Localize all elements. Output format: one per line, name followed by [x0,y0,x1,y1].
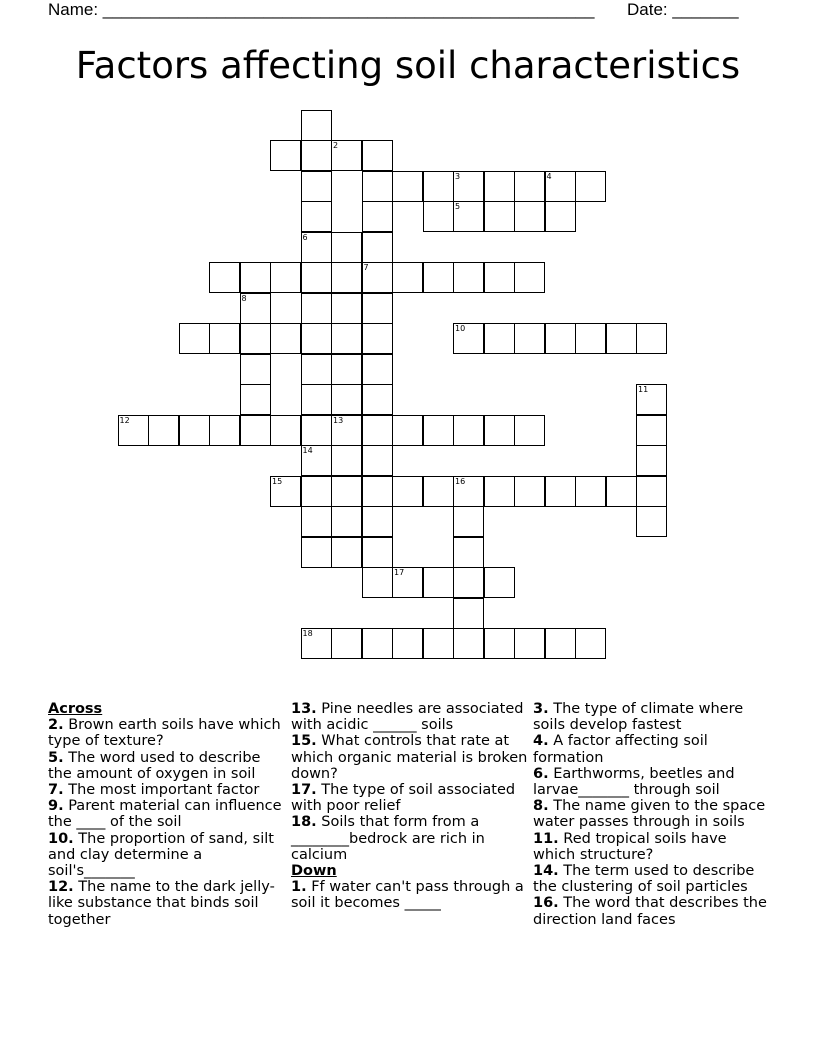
grid-cell[interactable] [331,384,362,415]
grid-cell[interactable] [270,140,301,171]
grid-cell[interactable] [514,262,545,293]
across-clue-list-continued [291,701,529,863]
clue-item [291,701,529,733]
grid-cell[interactable] [362,567,393,598]
grid-cell[interactable] [514,415,545,446]
grid-cell[interactable] [636,323,667,354]
clue-text: The word that describes the direction land faces [533,895,767,928]
grid-cell[interactable] [423,567,454,598]
grid-cell[interactable] [484,323,515,354]
clue-text: The term used to describe the clustering of soil particles [533,863,755,896]
clue-text: Parent material can influence the ____ of the soil [48,798,282,831]
clue-item [48,750,286,782]
grid-cell[interactable] [301,262,332,293]
grid-cell[interactable] [301,537,332,568]
grid-cell[interactable] [423,415,454,446]
clue-item [533,895,771,927]
clue-item [533,831,771,863]
grid-cell[interactable] [453,598,484,629]
grid-cell[interactable] [331,415,362,446]
grid-cell[interactable] [636,476,667,507]
grid-cell[interactable] [209,262,240,293]
down-heading: Down [291,863,337,880]
clue-text: The word used to describe the amount of oxygen in soil [48,749,261,782]
grid-cell[interactable] [331,293,362,324]
clue-number: 3 [455,171,461,181]
clue-number-label: 4. [533,733,549,750]
clue-number: 16 [455,476,466,486]
clue-text: Soils that form from a ________bedrock are rich in calcium [291,814,485,863]
grid-cell[interactable] [514,201,545,232]
grid-cell[interactable] [362,293,393,324]
grid-cell[interactable] [362,354,393,385]
grid-cell[interactable] [514,171,545,202]
grid-cell[interactable] [453,201,484,232]
grid-cell[interactable] [209,415,240,446]
grid-cell[interactable] [301,232,332,263]
grid-cell[interactable] [423,476,454,507]
clue-item [533,701,771,733]
grid-cell[interactable] [453,323,484,354]
grid-cell[interactable] [301,384,332,415]
clue-item [291,879,529,911]
grid-cell[interactable] [301,293,332,324]
grid-cell[interactable] [331,354,362,385]
page-title: Factors affecting soil characteristics [75,44,741,87]
clue-item [291,782,529,814]
grid-cell[interactable] [362,140,393,171]
grid-cell[interactable] [209,323,240,354]
grid-cell[interactable] [423,262,454,293]
clue-text: Brown earth soils have which type of texture? [48,717,281,750]
clue-item [48,717,286,749]
grid-cell[interactable] [240,354,271,385]
grid-cell[interactable] [240,262,271,293]
clue-item [533,798,771,830]
clue-number-label: 3. [533,701,549,717]
grid-cell[interactable] [331,232,362,263]
clue-number-label: 15. [291,733,317,750]
clue-number-label: 6. [533,765,549,782]
grid-cell[interactable] [331,537,362,568]
clue-number: 4 [546,171,552,181]
clue-number: 14 [302,446,313,455]
grid-cell[interactable] [636,415,667,446]
grid-cell[interactable] [453,628,484,659]
grid-cell[interactable] [423,171,454,202]
grid-cell[interactable] [301,476,332,507]
grid-cell[interactable] [179,323,210,354]
grid-cell[interactable] [484,262,515,293]
clue-item [533,766,771,798]
clue-number: 18 [302,629,313,638]
clue-item [48,782,286,798]
name-field[interactable]: Name: ____________________________________________________ [48,0,595,19]
across-heading: Across [48,701,103,717]
grid-cell[interactable] [514,628,545,659]
grid-cell[interactable] [331,140,362,171]
grid-cell[interactable] [362,445,393,476]
clue-number-label: 14. [533,863,559,880]
grid-cell[interactable] [331,628,362,659]
grid-cell[interactable] [362,171,393,202]
grid-cell[interactable] [392,476,423,507]
grid-cell[interactable] [453,262,484,293]
grid-cell[interactable] [301,201,332,232]
clue-text: What controls that rate at which organic material is broken down? [291,733,528,782]
clue-text: The name given to the space water passes through in soils [533,798,766,831]
grid-cell[interactable] [148,415,179,446]
grid-cell[interactable] [545,323,576,354]
grid-cell[interactable] [545,171,576,202]
clue-number: 12 [119,415,130,425]
clue-text: The type of soil associated with poor relief [291,782,516,815]
grid-cell[interactable] [362,232,393,263]
grid-cell[interactable] [453,171,484,202]
clue-number: 15 [272,476,283,486]
grid-cell[interactable] [453,537,484,568]
grid-cell[interactable] [362,628,393,659]
clue-number: 17 [394,568,405,577]
grid-cell[interactable] [301,628,332,659]
grid-cell[interactable] [545,476,576,507]
clue-item [291,814,529,863]
grid-cell[interactable] [362,506,393,537]
grid-cell[interactable] [392,628,423,659]
grid-cell[interactable] [453,476,484,507]
grid-cell[interactable] [545,201,576,232]
clue-column-3 [533,701,771,928]
clue-item [48,879,286,928]
grid-cell[interactable] [301,445,332,476]
grid-cell[interactable] [545,628,576,659]
clue-number: 13 [333,415,344,425]
grid-cell[interactable] [362,415,393,446]
grid-cell[interactable] [270,415,301,446]
grid-cell[interactable] [392,415,423,446]
clue-column-2 [291,701,529,912]
clue-number-label: 7. [48,782,64,799]
grid-cell[interactable] [484,567,515,598]
down-clue-list [291,879,529,911]
grid-cell[interactable] [484,171,515,202]
clue-text: The proportion of sand, silt and clay determine a soil's_______ [48,830,274,880]
clue-number-label: 10. [48,830,74,847]
grid-cell[interactable] [636,384,667,415]
grid-cell[interactable] [301,323,332,354]
grid-cell[interactable] [392,171,423,202]
clue-number-label: 12. [48,879,74,896]
grid-cell[interactable] [240,415,271,446]
grid-cell[interactable] [362,537,393,568]
grid-cell[interactable] [423,628,454,659]
grid-cell[interactable] [240,293,271,324]
clue-text: Earthworms, beetles and larvae_______ through soil [533,765,735,799]
clue-number: 10 [455,324,466,333]
grid-cell[interactable] [301,110,332,141]
grid-cell[interactable] [453,567,484,598]
grid-cell[interactable] [575,476,606,507]
grid-cell[interactable] [331,506,362,537]
grid-cell[interactable] [118,415,149,446]
grid-cell[interactable] [270,323,301,354]
grid-cell[interactable] [331,476,362,507]
grid-cell[interactable] [392,567,423,598]
grid-cell[interactable] [575,171,606,202]
grid-cell[interactable] [392,262,423,293]
grid-cell[interactable] [362,476,393,507]
clue-number: 5 [455,202,461,211]
grid-cell[interactable] [636,506,667,537]
clue-item [48,831,286,880]
grid-cell[interactable] [636,445,667,476]
grid-cell[interactable] [423,201,454,232]
grid-cell[interactable] [270,262,301,293]
grid-cell[interactable] [484,415,515,446]
grid-cell[interactable] [331,262,362,293]
clue-text: The most important factor [63,782,260,799]
grid-cell[interactable] [362,323,393,354]
grid-cell[interactable] [362,262,393,293]
clue-text: The name to the dark jelly-like substance that binds soil together [48,879,275,928]
clue-number-label: 9. [48,798,64,815]
grid-cell[interactable] [301,506,332,537]
clue-number-label: 17. [291,782,317,799]
grid-cell[interactable] [575,323,606,354]
date-field[interactable]: Date: _______ [627,0,739,19]
grid-cell[interactable] [179,415,210,446]
clue-number-label: 16. [533,895,559,912]
clue-number: 2 [333,141,339,150]
clue-number: 7 [363,263,369,272]
grid-cell[interactable] [362,201,393,232]
clue-text: Red tropical soils have which structure? [533,830,727,863]
grid-cell[interactable] [331,445,362,476]
clue-number-label: 8. [533,798,549,815]
clue-number-label: 1. [291,879,307,896]
grid-cell[interactable] [606,323,637,354]
down-clue-list-continued [533,701,771,928]
grid-cell[interactable] [301,171,332,202]
grid-cell[interactable] [484,476,515,507]
grid-cell[interactable] [453,415,484,446]
clue-text: Ff water can't pass through a soil it becomes _____ [291,879,524,912]
clue-number-label: 13. [291,701,317,717]
grid-cell[interactable] [240,323,271,354]
clue-text: Pine needles are associated with acidic ______ soils [291,701,524,734]
clue-text: The type of climate where soils develop fastest [533,701,744,734]
grid-cell[interactable] [575,628,606,659]
clue-column-1 [48,701,286,928]
clue-item [291,733,529,782]
grid-cell[interactable] [453,506,484,537]
clue-number-label: 2. [48,717,64,734]
grid-cell[interactable] [362,384,393,415]
clue-item [48,798,286,830]
grid-cell[interactable] [331,323,362,354]
grid-cell[interactable] [606,476,637,507]
grid-cell[interactable] [514,476,545,507]
grid-cell[interactable] [301,140,332,171]
grid-cell[interactable] [484,201,515,232]
across-clue-list [48,717,286,928]
grid-cell[interactable] [301,415,332,446]
clue-number: 11 [638,385,649,394]
clue-number: 8 [241,293,247,303]
clue-number-label: 18. [291,814,317,831]
clue-number-label: 11. [533,830,559,847]
grid-cell[interactable] [514,323,545,354]
clue-item [533,863,771,895]
clue-item [533,733,771,765]
grid-cell[interactable] [270,476,301,507]
grid-cell[interactable] [484,628,515,659]
grid-cell[interactable] [301,354,332,385]
grid-cell[interactable] [240,384,271,415]
clue-number-label: 5. [48,749,64,766]
clue-text: A factor affecting soil formation [533,733,708,766]
clue-number: 6 [302,232,308,242]
